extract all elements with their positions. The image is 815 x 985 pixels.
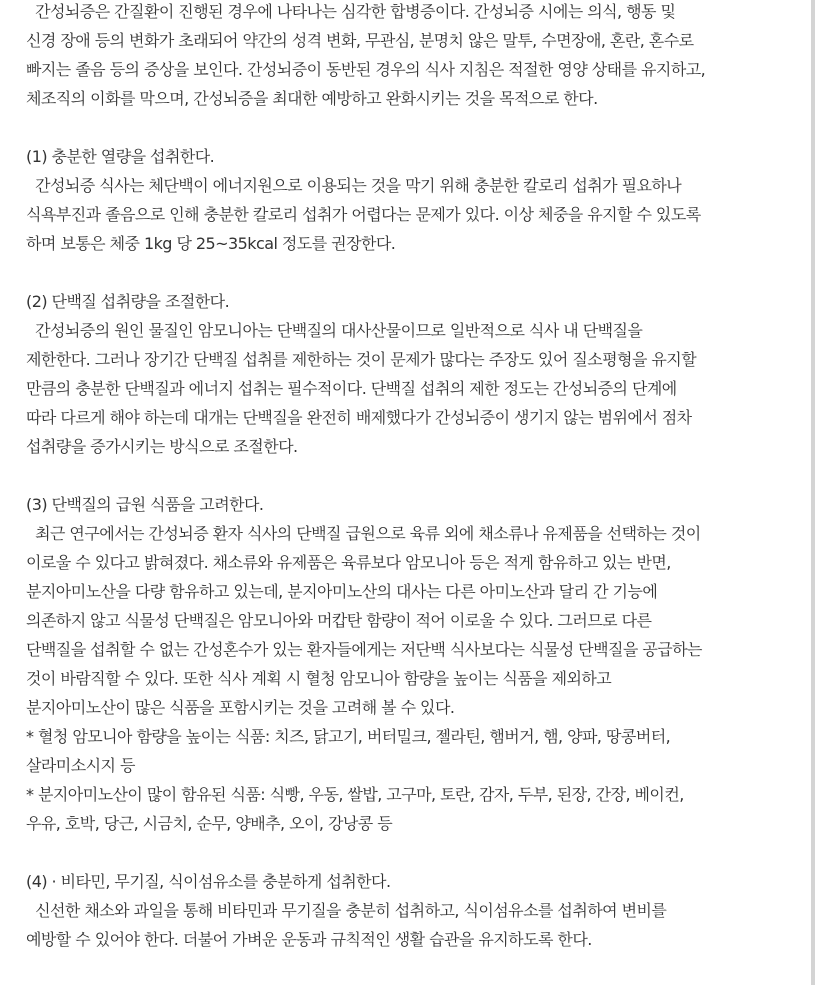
bullet-note: * 분지아미노산이 많이 함유된 식품: 식빵, 우동, 쌀밥, 고구마, 토란, 감자, 두부, 된장, 간장, 베이컨,	[26, 785, 684, 804]
text-line: 하며 보통은 체중 1kg 당 25~35kcal 정도를 권장한다.	[26, 234, 396, 253]
section-heading: (4) · 비타민, 무기질, 식이섬유소를 충분하게 섭취한다.	[26, 872, 391, 891]
intro-paragraph	[26, 0, 786, 113]
text-line: 분지아미노산을 다량 함유하고 있는데, 분지아미노산의 대사는 다른 아미노산과 달리 간 기능에	[26, 582, 658, 601]
text-line: 체조직의 이화를 막으며, 간성뇌증을 최대한 예방하고 완화시키는 것을 목적으로 한다.	[26, 89, 598, 108]
text-line: 따라 다르게 해야 하는데 대개는 단백질을 완전히 배제했다가 간성뇌증이 생기지 않는 범위에서 점차	[26, 408, 692, 427]
paragraph-gap	[26, 461, 786, 490]
text-line: 빠지는 졸음 등의 증상을 보인다. 간성뇌증이 동반된 경우의 식사 지침은 적절한 영양 상태를 유지하고,	[26, 60, 706, 79]
document-body	[26, 0, 786, 954]
text-line: 식욕부진과 졸음으로 인해 충분한 칼로리 섭취가 어렵다는 문제가 있다. 이상 체중을 유지할 수 있도록	[26, 205, 701, 224]
text-line: 이로울 수 있다고 밝혀졌다. 채소류와 유제품은 육류보다 암모니아 등은 적게 함유하고 있는 반면,	[26, 553, 671, 572]
scrollbar[interactable]	[811, 0, 815, 985]
text-line: 살라미소시지 등	[26, 756, 135, 775]
text-line: 간성뇌증은 간질환이 진행된 경우에 나타나는 심각한 합병증이다. 간성뇌증 시에는 의식, 행동 및	[26, 2, 676, 21]
text-line: 우유, 호박, 당근, 시금치, 순무, 양배추, 오이, 강낭콩 등	[26, 814, 393, 833]
text-line: 간성뇌증 식사는 체단백이 에너지원으로 이용되는 것을 막기 위해 충분한 칼로리 섭취가 필요하나	[26, 176, 682, 195]
text-line: 신선한 채소와 과일을 통해 비타민과 무기질을 충분히 섭취하고, 식이섬유소를 섭취하여 변비를	[26, 901, 667, 920]
text-line: 간성뇌증의 원인 물질인 암모니아는 단백질의 대사산물이므로 일반적으로 식사 내 단백질을	[26, 321, 643, 340]
section-4	[26, 867, 786, 954]
paragraph-gap	[26, 258, 786, 287]
text-line: 만큼의 충분한 단백질과 에너지 섭취는 필수적이다. 단백질 섭취의 제한 정도는 간성뇌증의 단계에	[26, 379, 677, 398]
section-heading: (1) 충분한 열량을 섭취한다.	[26, 147, 215, 166]
text-line: 분지아미노산이 많은 식품을 포함시키는 것을 고려해 볼 수 있다.	[26, 698, 455, 717]
section-3	[26, 490, 786, 838]
text-line: 단백질을 섭취할 수 없는 간성혼수가 있는 환자들에게는 저단백 식사보다는 식물성 단백질을 공급하는	[26, 640, 702, 659]
section-1	[26, 142, 786, 258]
text-line: 제한한다. 그러나 장기간 단백질 섭취를 제한하는 것이 문제가 많다는 주장도 있어 질소평형을 유지할	[26, 350, 697, 369]
section-2	[26, 287, 786, 461]
text-line: 예방할 수 있어야 한다. 더불어 가벼운 운동과 규칙적인 생활 습관을 유지하도록 한다.	[26, 930, 592, 949]
paragraph-gap	[26, 838, 786, 867]
text-line: 의존하지 않고 식물성 단백질은 암모니아와 머캅탄 함량이 적어 이로울 수 있다. 그러므로 다른	[26, 611, 652, 630]
text-line: 섭취량을 증가시키는 방식으로 조절한다.	[26, 437, 298, 456]
text-line: 최근 연구에서는 간성뇌증 환자 식사의 단백질 급원으로 육류 외에 채소류나 유제품을 선택하는 것이	[26, 524, 701, 543]
text-line: 신경 장애 등의 변화가 초래되어 약간의 성격 변화, 무관심, 분명치 않은 말투, 수면장애, 혼란, 혼수로	[26, 31, 694, 50]
section-heading: (3) 단백질의 급원 식품을 고려한다.	[26, 495, 264, 514]
bullet-note: * 혈청 암모니아 함량을 높이는 식품: 치즈, 닭고기, 버터밀크, 젤라틴, 햄버거, 햄, 양파, 땅콩버터,	[26, 727, 671, 746]
text-line: 것이 바람직할 수 있다. 또한 식사 계획 시 혈청 암모니아 함량을 높이는 식품을 제외하고	[26, 669, 612, 688]
section-heading: (2) 단백질 섭취량을 조절한다.	[26, 292, 230, 311]
paragraph-gap	[26, 113, 786, 142]
